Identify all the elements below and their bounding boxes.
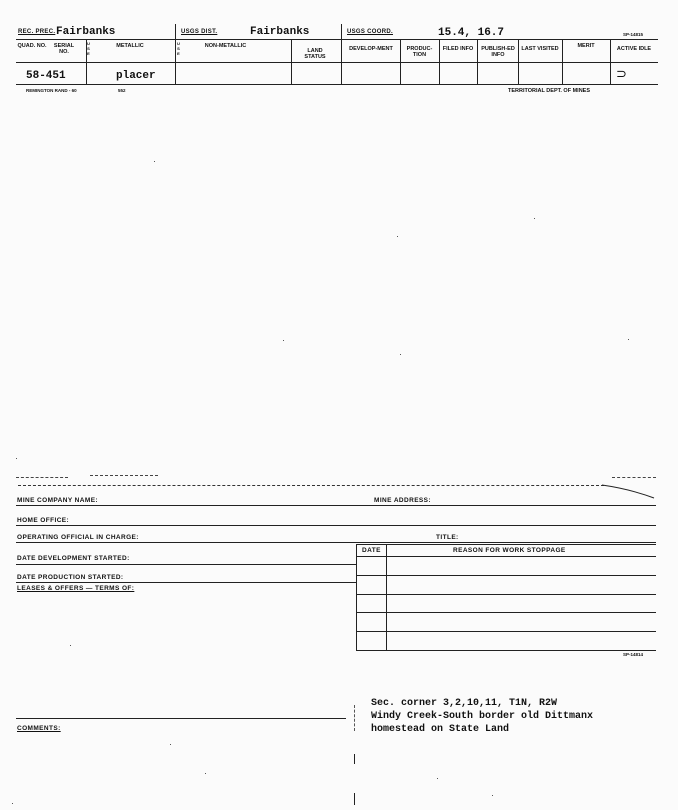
comments-label: COMMENTS: — [17, 725, 61, 732]
operating-official-label: OPERATING OFFICIAL IN CHARGE: — [17, 534, 139, 541]
stoppage-date-header: DATE — [362, 547, 381, 554]
stoppage-row-line — [356, 556, 656, 557]
usgs-coord-label: USGS COORD. — [347, 29, 393, 35]
stoppage-row-line — [356, 612, 656, 613]
printer-label: REMINGTON RAND - 60 — [26, 88, 77, 93]
usgs-coord-value: 15.4, 16.7 — [438, 27, 505, 39]
stoppage-row-line — [356, 594, 656, 595]
stoppage-row-line — [356, 575, 656, 576]
stoppage-row-line — [356, 631, 656, 632]
bottom-form-number: SP-14814 — [623, 652, 644, 657]
rec-prec-label: REC. PREC. — [18, 29, 56, 35]
col-quad: QUAD. NO. — [17, 43, 47, 49]
stoppage-row-line — [356, 650, 656, 651]
torn-edge — [16, 477, 68, 478]
col-land-status: LAND STATUS — [304, 48, 326, 60]
note-line: Windy Creek-South border old Dittmanx — [371, 711, 594, 722]
date-production-line — [16, 582, 356, 583]
col-production: PRODUC-TION — [406, 46, 433, 58]
top-form-number: SP-14815 — [623, 32, 644, 37]
home-office-line — [16, 525, 656, 526]
mine-address-label: MINE ADDRESS: — [374, 497, 431, 504]
mine-company-line — [16, 505, 656, 506]
leases-label: LEASES & OFFERS — TERMS OF: — [17, 585, 135, 592]
col-serial: SERIAL NO. — [53, 43, 75, 55]
col-metallic: METALLIC — [116, 43, 144, 49]
date-development-label: DATE DEVELOPMENT STARTED: — [17, 555, 130, 562]
col-use-b: USE — [177, 41, 180, 56]
col-divider — [291, 39, 292, 84]
col-use-a: USE — [87, 41, 90, 56]
comments-line — [16, 718, 346, 719]
comments-divider — [354, 754, 355, 764]
col-merit: MERIT — [577, 43, 595, 49]
metallic-value: placer — [116, 70, 156, 82]
col-development: DEVELOP-MENT — [349, 46, 393, 52]
torn-edge — [90, 475, 158, 476]
stoppage-reason-header: REASON FOR WORK STOPPAGE — [453, 547, 566, 554]
home-office-label: HOME OFFICE: — [17, 517, 70, 524]
card-corner-curve — [600, 483, 656, 501]
comments-divider — [354, 793, 355, 805]
col-active-idle: ACTIVE IDLE — [616, 46, 652, 52]
mine-company-label: MINE COMPANY NAME: — [17, 497, 98, 504]
note-line: Sec. corner 3,2,10,11, T1N, R2W — [371, 698, 558, 709]
torn-edge — [612, 477, 656, 478]
col-last-visited: LAST VISITED — [521, 46, 559, 52]
title-label: TITLE: — [436, 534, 459, 541]
date-development-line — [16, 564, 356, 565]
usgs-dist-label: USGS DIST. — [181, 29, 218, 35]
card-top-edge — [18, 485, 604, 486]
col-non-metallic: NON-METALLIC — [204, 43, 247, 49]
typed-notes — [371, 697, 593, 736]
col-published-info: PUBLISH-ED INFO — [481, 46, 515, 58]
usgs-dist-value: Fairbanks — [250, 26, 310, 38]
stoppage-table-left — [356, 544, 357, 650]
dept-label: TERRITORIAL DEPT. OF MINES — [508, 88, 590, 94]
serial-value: 58-451 — [26, 70, 66, 82]
col-divider — [341, 24, 342, 84]
date-production-label: DATE PRODUCTION STARTED: — [17, 574, 124, 581]
row-rule — [16, 84, 658, 85]
operating-official-line — [16, 542, 656, 543]
col-filed-info: FILED INFO — [442, 46, 474, 52]
note-line: homestead on State Land — [371, 724, 510, 735]
comments-divider — [354, 705, 355, 731]
printer-code: 552 — [118, 88, 126, 93]
active-idle-mark: ⊃ — [616, 66, 627, 81]
rec-prec-value: Fairbanks — [56, 26, 116, 38]
stoppage-table-divider — [386, 544, 387, 650]
stoppage-table-top — [356, 544, 656, 545]
